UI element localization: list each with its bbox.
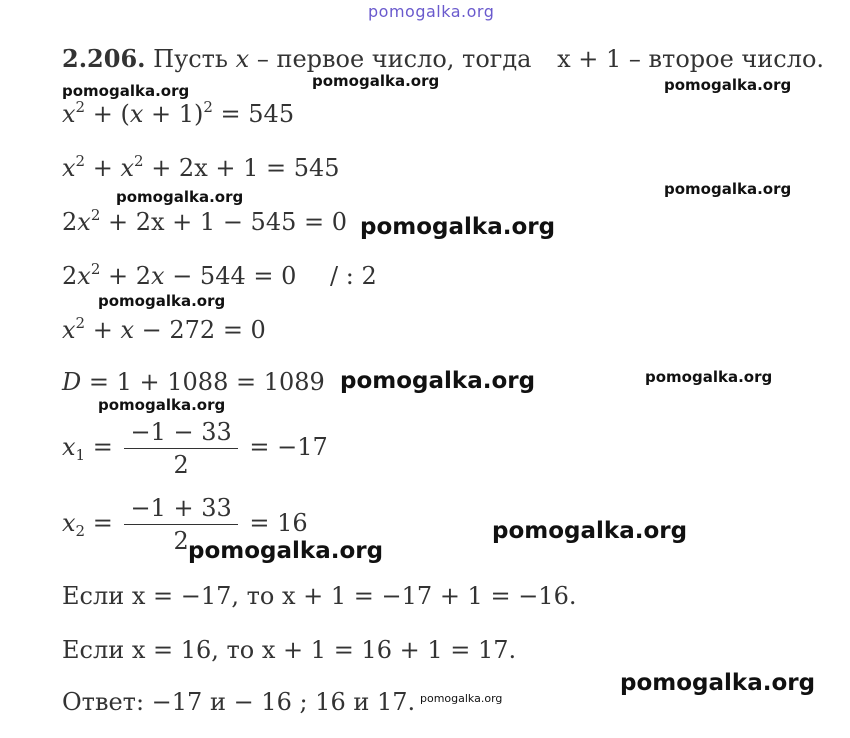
exponent: 2 bbox=[134, 152, 144, 170]
exponent: 2 bbox=[90, 260, 101, 278]
answer: Ответ: −17 и − 16 ; 16 и 17. bbox=[62, 688, 416, 716]
watermark: pomogalka.org bbox=[340, 368, 536, 394]
exponent: 2 bbox=[75, 314, 86, 332]
eq-var: x bbox=[120, 316, 135, 344]
watermark: pomogalka.org bbox=[360, 214, 556, 240]
watermark: pomogalka.org bbox=[116, 188, 244, 206]
root-result: = 16 bbox=[249, 509, 308, 537]
equation-2 bbox=[62, 154, 340, 182]
fraction-numerator: −1 − 33 bbox=[124, 418, 237, 449]
watermark: pomogalka.org bbox=[420, 692, 503, 705]
divide-note: / : 2 bbox=[330, 262, 377, 290]
eq-var: x bbox=[120, 154, 135, 182]
watermark: pomogalka.org bbox=[664, 180, 792, 198]
eq-var: x bbox=[151, 262, 165, 290]
watermark: pomogalka.org bbox=[620, 670, 816, 696]
equation-5 bbox=[62, 316, 266, 344]
eq-text: + bbox=[85, 316, 121, 344]
discriminant bbox=[62, 368, 325, 396]
fraction-denominator: 2 bbox=[173, 451, 189, 479]
fraction bbox=[124, 418, 237, 479]
exponent: 2 bbox=[75, 98, 86, 116]
fraction-numerator: −1 + 33 bbox=[124, 494, 237, 525]
eq-text: + ( bbox=[85, 100, 130, 128]
fraction-denominator: 2 bbox=[173, 527, 189, 555]
eq-text: 2 bbox=[62, 208, 78, 236]
eq-text: + 2 bbox=[100, 262, 152, 290]
eq-var: D bbox=[62, 368, 82, 396]
conclusion-1: Если x = −17, то x + 1 = −17 + 1 = −16. bbox=[62, 582, 577, 610]
subscript: 1 bbox=[75, 446, 86, 464]
eq-text: 2 bbox=[62, 262, 78, 290]
eq-var: x bbox=[62, 100, 76, 128]
watermark: pomogalka.org bbox=[645, 368, 773, 386]
eq-var: x bbox=[62, 154, 76, 182]
watermark: pomogalka.org bbox=[492, 518, 688, 544]
conclusion-2: Если x = 16, то x + 1 = 16 + 1 = 17. bbox=[62, 636, 517, 664]
eq-text: + 1) bbox=[143, 100, 204, 128]
problem-header bbox=[62, 44, 824, 73]
eq-text: + 2x + 1 = 545 bbox=[143, 154, 340, 182]
equation-3 bbox=[62, 208, 347, 236]
eq-text: = 1 + 1088 = 1089 bbox=[81, 368, 325, 396]
eq-var: x bbox=[129, 100, 144, 128]
exponent: 2 bbox=[90, 206, 101, 224]
problem-number: 2.206. bbox=[62, 44, 146, 73]
eq-text: − 272 = 0 bbox=[134, 316, 266, 344]
root-x1 bbox=[62, 418, 328, 479]
eq-text: − 544 = 0 bbox=[164, 262, 297, 290]
watermark: pomogalka.org bbox=[188, 538, 384, 564]
eq-var: x bbox=[62, 316, 76, 344]
header-var-x: x bbox=[235, 45, 250, 73]
root-result: = −17 bbox=[249, 433, 328, 461]
eq-text: + bbox=[85, 154, 121, 182]
header-text-second: x + 1 – второе число. bbox=[557, 45, 825, 73]
eq-var: x bbox=[77, 262, 91, 290]
eq-var: x bbox=[77, 208, 91, 236]
subscript: 2 bbox=[75, 522, 86, 540]
watermark: pomogalka.org bbox=[98, 292, 226, 310]
watermark: pomogalka.org bbox=[98, 396, 226, 414]
eq-var: x bbox=[62, 433, 76, 461]
eq-sign: = bbox=[92, 509, 113, 537]
eq-sign: = bbox=[92, 433, 113, 461]
equation-1 bbox=[62, 100, 294, 128]
watermark: pomogalka.org bbox=[664, 76, 792, 94]
exponent: 2 bbox=[75, 152, 86, 170]
watermark-top: pomogalka.org bbox=[368, 2, 495, 21]
exponent: 2 bbox=[203, 98, 213, 116]
watermark: pomogalka.org bbox=[312, 72, 440, 90]
eq-var: x bbox=[62, 509, 76, 537]
header-text-middle: – первое число, тогда bbox=[249, 45, 532, 73]
eq-text: = 545 bbox=[212, 100, 295, 128]
watermark: pomogalka.org bbox=[62, 82, 190, 100]
eq-text: + 2x + 1 − 545 = 0 bbox=[100, 208, 347, 236]
header-text: Пусть bbox=[153, 45, 228, 73]
equation-4 bbox=[62, 262, 377, 290]
